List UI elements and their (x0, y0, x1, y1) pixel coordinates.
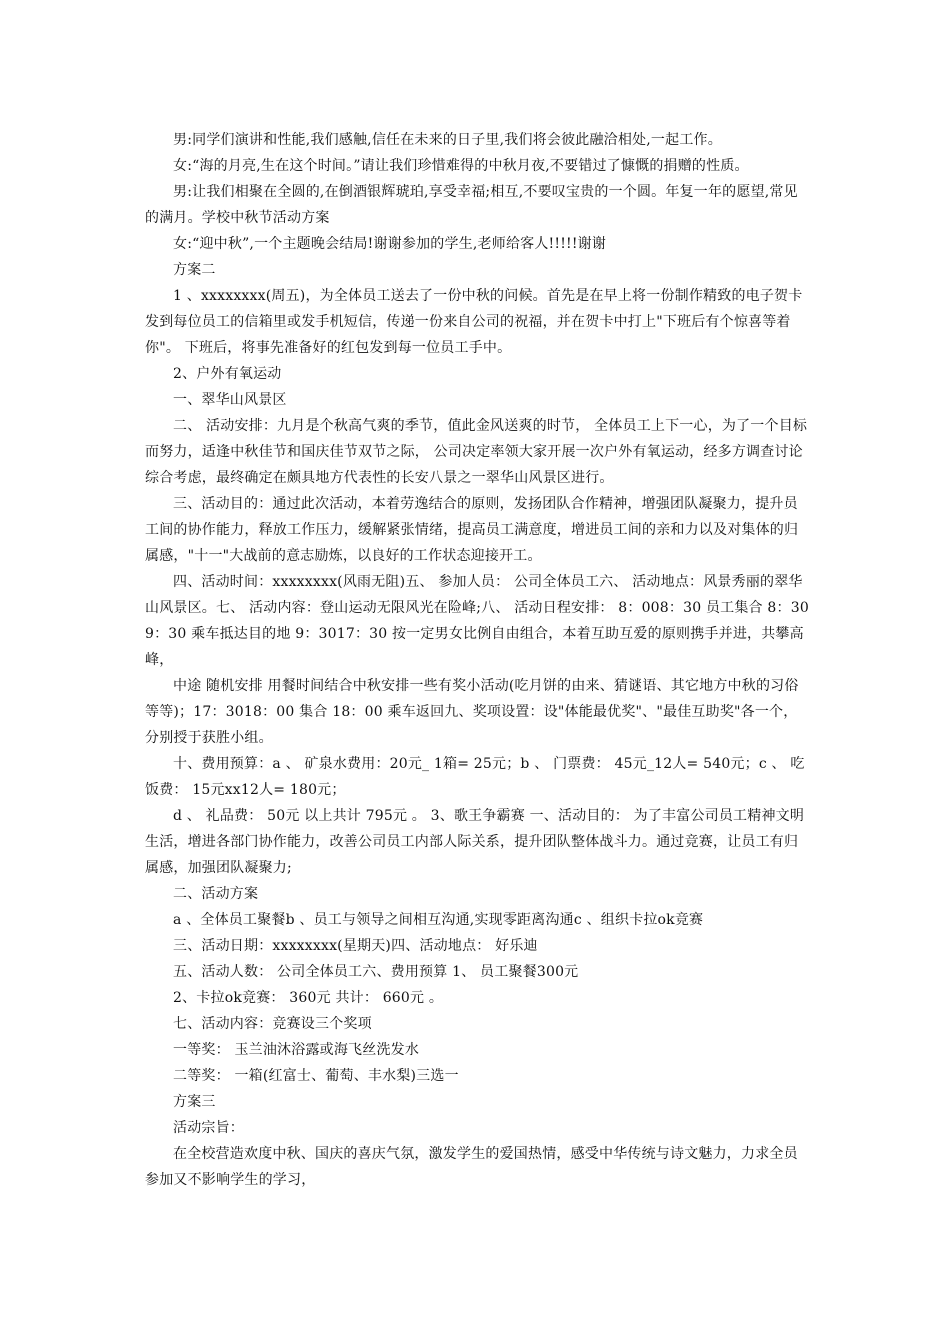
paragraph-8: 一、翠华山风景区 (173, 392, 287, 408)
paragraph-3: 男:让我们相聚在全圆的,在倒酒银辉琥珀,享受幸福;相互,不要叹宝贵的一个圆。年复一年的愿望,常见的满月。学校中秋节活动方案 (145, 184, 798, 226)
paragraph-22: 二等奖： 一箱(红富士、葡萄、丰水梨)三选一 (173, 1068, 459, 1084)
paragraph-18: 五、活动人数： 公司全体员工六、费用预算 1、 员工聚餐300元 (173, 964, 579, 980)
paragraph-9: 二、 活动安排：九月是个秋高气爽的季节，值此金风送爽的时节， 全体员工上下一心，为了一个目标而努力，适逢中秋佳节和国庆佳节双节之际， 公司决定率领大家开展一次户外有氧运动，经多方调查讨论综合考虑，最终确定在颇具地方代表性的长安八景之一翠华山风景区进行。 (145, 418, 808, 486)
paragraph-1: 男:同学们演讲和性能,我们感触,信任在未来的日子里,我们将会彼此融洽相处,一起工作。 (173, 132, 722, 148)
paragraph-7: 2、户外有氧运动 (173, 366, 282, 382)
paragraph-4: 女:“迎中秋”,一个主题晚会结局!谢谢参加的学生,老师给客人!!!!!谢谢 (173, 236, 607, 252)
paragraph-24: 活动宗旨： (173, 1120, 244, 1136)
paragraph-16: a 、全体员工聚餐b 、员工与领导之间相互沟通,实现零距离沟通c 、组织卡拉ok竞赛 (173, 912, 704, 928)
paragraph-14: d 、 礼品费： 50元 以上共计 795元 。 3、歌王争霸赛 一、活动目的： 为了丰富公司员工精神文明生活，增进各部门协作能力，改善公司员工内部人际关系，提升团队整体战斗力。通过竞赛，让员工有归属感，加强团队凝聚力; (145, 808, 805, 876)
paragraph-21: 一等奖： 玉兰油沐浴露或海飞丝洗发水 (173, 1042, 420, 1058)
paragraph-10: 三、活动目的：通过此次活动，本着劳逸结合的原则，发扬团队合作精神，增强团队凝聚力，提升员工间的协作能力，释放工作压力，缓解紧张情绪，提高员工满意度，增进员工间的亲和力以及对集体的归属感，"十一"大战前的意志励炼，以良好的工作状态迎接开工。 (145, 496, 799, 564)
paragraph-12: 中途 随机安排 用餐时间结合中秋安排一些有奖小活动(吃月饼的由来、猜谜语、其它地方中秋的习俗等等)；17：3018：00 集合 18：00 乘车返回九、奖项设置：设"体能最优奖"、"最佳互助奖"各一个，分别授于获胜小组。 (145, 678, 799, 746)
paragraph-11: 四、活动时间：xxxxxxxx(风雨无阻)五、 参加人员： 公司全体员工六、 活动地点：风景秀丽的翠华山风景区。七、 活动内容：登山运动无限风光在险峰;八、 活动日程安排： 8：008：30 员工集合 8：309：30 乘车抵达目的地 9：3017：30 按一定男女比例自由组合，本着互助互爱的原则携手并进，共攀高峰， (145, 574, 809, 668)
paragraph-13: 十、费用预算：a 、 矿泉水费用：20元_ 1箱= 25元；b 、 门票费： 45元_12人= 540元；c 、 吃饭费： 15元xx12人= 180元； (145, 756, 805, 798)
paragraph-15: 二、活动方案 (173, 886, 259, 902)
paragraph-2: 女:“海的月亮,生在这个时间。”请让我们珍惜难得的中秋月夜,不要错过了慷慨的捐赠的性质。 (173, 158, 749, 174)
paragraph-5: 方案二 (173, 262, 216, 278)
paragraph-6: 1 、xxxxxxxx(周五)，为全体员工送去了一份中秋的问候。首先是在早上将一份制作精致的电子贺卡发到每位员工的信箱里或发手机短信，传递一份来自公司的祝福，并在贺卡中打上"下班后有个惊喜等着你"。 下班后，将事先准备好的红包发到每一位员工手中。 (145, 288, 803, 356)
paragraph-25: 在全校营造欢度中秋、国庆的喜庆气氛，激发学生的爱国热情，感受中华传统与诗文魅力，力求全员参加又不影响学生的学习， (145, 1146, 798, 1188)
document-body (145, 127, 810, 1193)
paragraph-17: 三、活动日期：xxxxxxxx(星期天)四、活动地点： 好乐迪 (173, 938, 538, 954)
paragraph-19: 2、卡拉ok竞赛： 360元 共计： 660元 。 (173, 990, 444, 1006)
paragraph-23: 方案三 (173, 1094, 216, 1110)
paragraph-20: 七、活动内容：竞赛设三个奖项 (173, 1016, 372, 1032)
